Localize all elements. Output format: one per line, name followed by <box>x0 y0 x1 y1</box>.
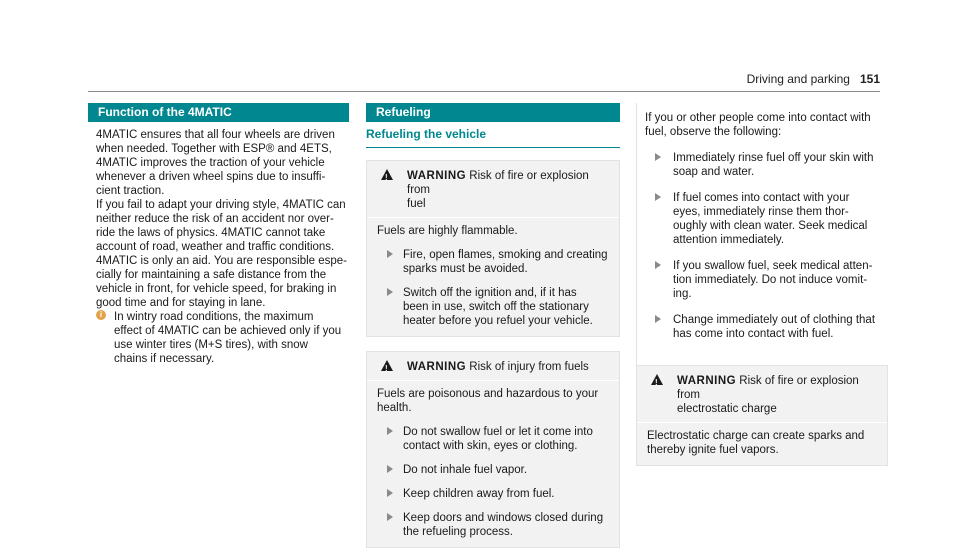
section-header-refueling: Refueling <box>366 103 620 122</box>
bullet-arrow-icon <box>387 427 393 435</box>
info-icon: i <box>96 310 106 320</box>
paragraph-4matic <box>96 128 349 310</box>
list-item <box>377 248 609 276</box>
list-item-line: contact with skin, eyes or clothing. <box>403 440 578 452</box>
column-4matic <box>88 103 349 366</box>
list-item-line: Do not swallow fuel or let it come into <box>403 426 593 438</box>
list-item <box>645 151 888 179</box>
note-line: In wintry road conditions, the maximum <box>114 311 314 323</box>
list-item-line: oughly with clean water. Seek medical <box>673 220 868 232</box>
text-line: whenever a driven wheel spins due to insuffi- <box>96 171 326 183</box>
list-item-line: the refueling process. <box>403 526 513 538</box>
bullet-arrow-icon <box>387 250 393 258</box>
warning-title-line: Risk of fire or explosion from <box>407 170 589 196</box>
note-line: chains if necessary. <box>114 353 215 365</box>
header-rule <box>88 91 880 92</box>
warning-triangle-icon <box>651 374 663 385</box>
section-header-4matic: Function of the 4MATIC <box>88 103 349 122</box>
warning-label: WARNING <box>407 361 467 373</box>
fuel-contact-list <box>637 151 888 341</box>
warning-heading <box>367 352 619 381</box>
text-line: fuel, observe the following: <box>645 126 782 138</box>
fuel-contact-intro <box>645 111 888 139</box>
note-line: effect of 4MATIC can be achieved only if you <box>114 325 342 337</box>
fuel-contact-block <box>636 103 888 365</box>
list-item-line: Keep children away from fuel. <box>403 488 555 500</box>
list-item-line: Fire, open flames, smoking and creating <box>403 249 608 261</box>
list-item-line: attention immediately. <box>673 234 785 246</box>
list-item <box>645 313 888 341</box>
text-line: ride the laws of physics. 4MATIC cannot take <box>96 227 326 239</box>
list-item-line: Change immediately out of clothing that <box>673 314 876 326</box>
warning-triangle-icon <box>381 169 393 180</box>
warning-intro-line: health. <box>377 402 412 414</box>
list-item-line: If you swallow fuel, seek medical atten- <box>673 260 873 272</box>
text-line: vehicle in front, for vehicle speed, for braking in <box>96 283 337 295</box>
text-line: good time and for staying in lane. <box>96 297 266 309</box>
bullet-arrow-icon <box>655 261 661 269</box>
subsection-heading: Refueling the vehicle <box>366 127 620 148</box>
list-item-line: ing. <box>673 288 692 300</box>
text-line: 4MATIC improves the traction of your vehicle <box>96 157 325 169</box>
warning-body <box>637 423 887 457</box>
text-line: 4MATIC is only an aid. You are responsible espe- <box>96 255 348 267</box>
text-line: 4MATIC ensures that all four wheels are driven <box>96 129 335 141</box>
text-line: cially for maintaining a safe distance from the <box>96 269 327 281</box>
note-winter-tires <box>88 310 349 366</box>
bullet-arrow-icon <box>655 315 661 323</box>
warning-triangle-icon <box>381 360 393 371</box>
list-item <box>645 191 888 247</box>
list-item <box>377 286 609 328</box>
note-line: use winter tires (M+S tires), with snow <box>114 339 308 351</box>
column-refueling <box>366 103 620 548</box>
warning-box-fire <box>366 160 620 337</box>
warning-body-line: thereby ignite fuel vapors. <box>647 444 779 456</box>
list-item-line: Do not inhale fuel vapor. <box>403 464 528 476</box>
bullet-arrow-icon <box>387 465 393 473</box>
warning-intro-line: Fuels are poisonous and hazardous to your <box>377 388 599 400</box>
list-item <box>377 487 609 501</box>
list-item-line: tion immediately. Do not induce vomit- <box>673 274 868 286</box>
warning-body <box>367 381 619 539</box>
bullet-arrow-icon <box>387 288 393 296</box>
list-item-line: Immediately rinse fuel off your skin with <box>673 152 874 164</box>
warning-heading <box>367 161 619 218</box>
text-line: If you or other people come into contact with <box>645 112 871 124</box>
warning-box-electrostatic <box>636 365 888 466</box>
text-line: when needed. Together with ESP® and 4ETS, <box>96 143 332 155</box>
list-item-line: Keep doors and windows closed during <box>403 512 604 524</box>
list-item-line: sparks must be avoided. <box>403 263 528 275</box>
warning-label: WARNING <box>677 375 737 387</box>
bullet-arrow-icon <box>387 513 393 521</box>
list-item-line: soap and water. <box>673 166 755 178</box>
list-item-line: eyes, immediately rinse them thor- <box>673 206 849 218</box>
list-item <box>377 511 609 539</box>
text-line: If you fail to adapt your driving style, 4MATIC can <box>96 199 346 211</box>
column-fuel-contact <box>636 103 888 466</box>
list-item-line: If fuel comes into contact with your <box>673 192 850 204</box>
warning-body <box>367 218 619 328</box>
warning-intro: Fuels are highly flammable. <box>377 225 518 237</box>
list-item <box>377 463 609 477</box>
warning-body-line: Electrostatic charge can create sparks and <box>647 430 865 442</box>
warning-title-line: electrostatic charge <box>677 403 777 415</box>
text-line: cient traction. <box>96 185 165 197</box>
list-item-line: Switch off the ignition and, if it has <box>403 287 577 299</box>
warning-title-line: fuel <box>407 198 426 210</box>
list-item-line: has come into contact with fuel. <box>673 328 834 340</box>
warning-title-line: Risk of injury from fuels <box>469 361 589 373</box>
page-header <box>747 72 880 86</box>
text-line: account of road, weather and traffic conditions. <box>96 241 335 253</box>
bullet-arrow-icon <box>387 489 393 497</box>
text-line: neither reduce the risk of an accident nor over- <box>96 213 334 225</box>
bullet-arrow-icon <box>655 153 661 161</box>
list-item <box>377 425 609 453</box>
warning-title-line: Risk of fire or explosion from <box>677 375 859 401</box>
warning-box-injury <box>366 351 620 548</box>
list-item <box>645 259 888 301</box>
list-item-line: heater before you refuel your vehicle. <box>403 315 593 327</box>
list-item-line: been in use, switch off the stationary <box>403 301 589 313</box>
warning-label: WARNING <box>407 170 467 182</box>
page-number: 151 <box>859 72 880 86</box>
warning-heading <box>637 366 887 423</box>
bullet-arrow-icon <box>655 193 661 201</box>
section-title: Driving and parking <box>746 72 850 86</box>
